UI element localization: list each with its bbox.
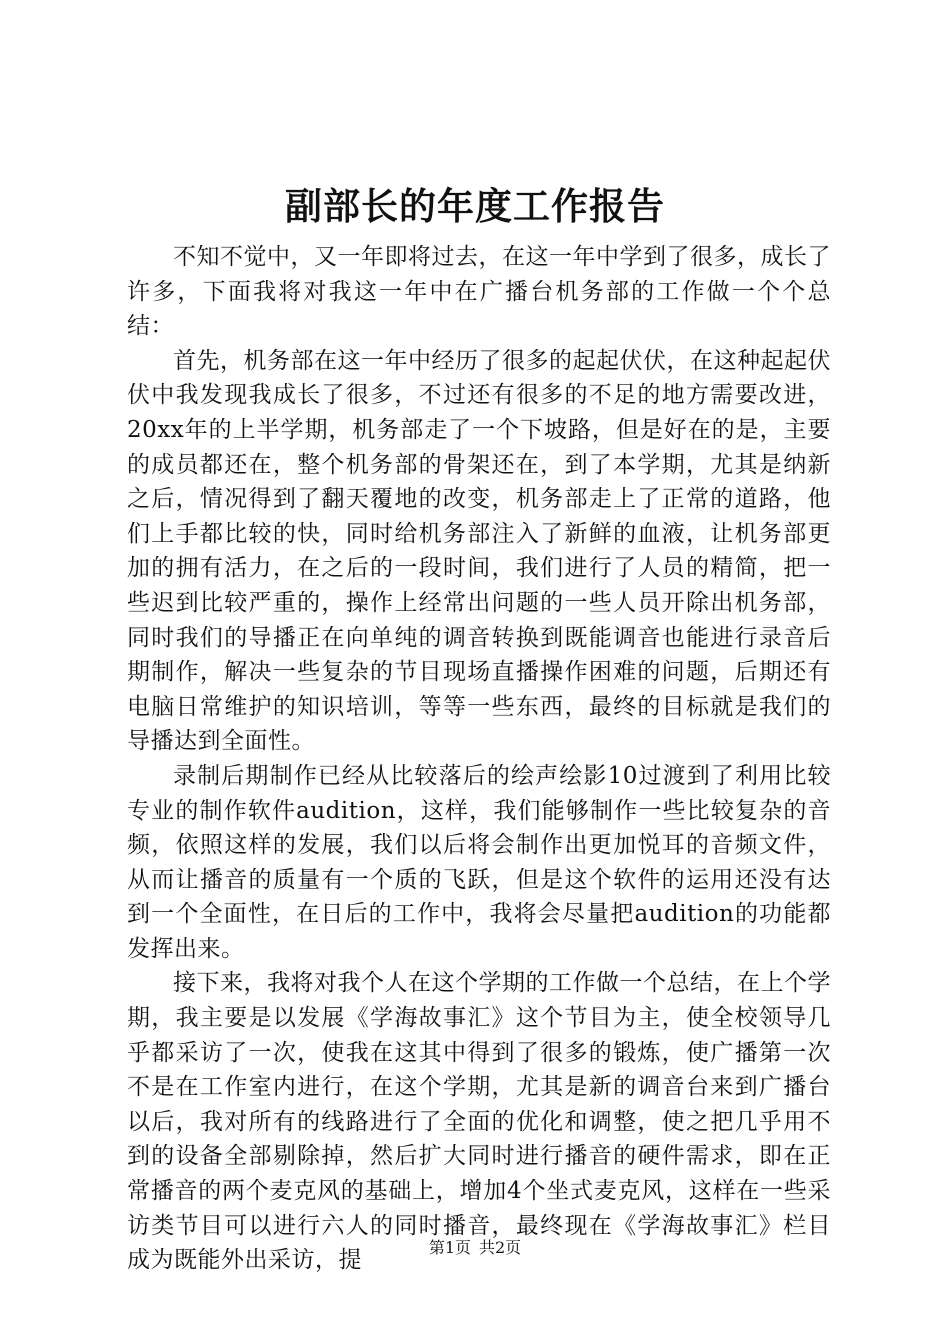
page-total: 共2页 xyxy=(479,1238,522,1257)
page-number: 第1页 xyxy=(428,1238,471,1257)
paragraph-department-changes: 首先，机务部在这一年中经历了很多的起起伏伏，在这种起起伏伏中我发现我成长了很多，不过还有很多的不足的地方需要改进，20xx年的上半学期，机务部走了一个下坡路，但是好在的是，主要的成员都还在，整个机务部的骨架还在，到了本学期，尤其是纳新之后，情况得到了翻天覆地的改变，机务部走上了正常的道路，他们上手都比较的快，同时给机务部注入了新鲜的血液，让机务部更加的拥有活力，在之后的一段时间，我们进行了人员的精简，把一些迟到比较严重的，操作上经常出问题的一些人员开除出机务部，同时我们的导播正在向单纯的调音转换到既能调音也能进行录音后期制作，解决一些复杂的节目现场直播操作困难的问题，后期还有电脑日常维护的知识培训，等等一些东西，最终的目标就是我们的导播达到全面性。 xyxy=(127,347,831,755)
document-title: 副部长的年度工作报告 xyxy=(285,184,665,228)
page-footer xyxy=(0,1237,950,1259)
paragraph-post-production: 录制后期制作已经从比较落后的绘声绘影10过渡到了利用比较专业的制作软件audition，这样，我们能够制作一些比较复杂的音频，依照这样的发展，我们以后将会制作出更加悦耳的音频文件，从而让播音的质量有一个质的飞跃，但是这个软件的运用还没有达到一个全面性，在日后的工作中，我将会尽量把audition的功能都发挥出来。 xyxy=(127,762,831,962)
paragraph-intro: 不知不觉中，又一年即将过去，在这一年中学到了很多，成长了许多，下面我将对我这一年中在广播台机务部的工作做一个个总结： xyxy=(127,244,831,340)
document-body xyxy=(127,240,831,1278)
paragraph-personal-summary: 接下来，我将对我个人在这个学期的工作做一个总结，在上个学期，我主要是以发展《学海故事汇》这个节目为主，使全校领导几乎都采访了一次，使我在这其中得到了很多的锻炼，使广播第一次不是在工作室内进行，在这个学期，尤其是新的调音台来到广播台以后，我对所有的线路进行了全面的优化和调整，使之把几乎用不到的设备全部剔除掉，然后扩大同时进行播音的硬件需求，即在正常播音的两个麦克风的基础上，增加4个坐式麦克风，这样在一些采访类节目可以进行六人的同时播音，最终现在《学海故事汇》栏目成为既能外出采访，提 xyxy=(127,970,831,1274)
